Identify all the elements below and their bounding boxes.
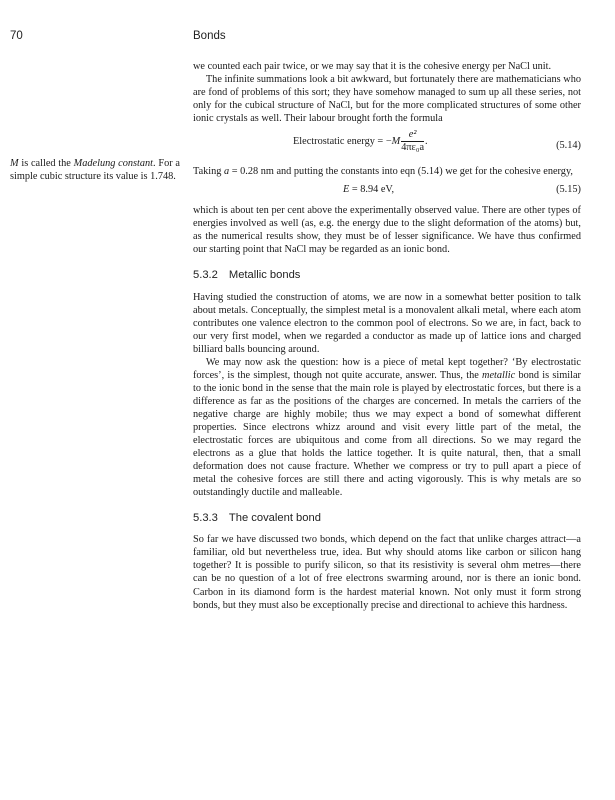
section-title: Metallic bonds xyxy=(228,269,301,282)
paragraph-ten-per-cent: which is about ten per cent above the experimentally observed value. There are other types of energies involved as well (as, e.g. the energy due to the slight deformation of the atoms) but, as the numerical results show, they must be of lesser significance. We have thus confirmed our starting point that NaCl may be regarded as an ionic bond. xyxy=(193,205,581,256)
margin-note-term: Madelung constant xyxy=(73,158,154,169)
section-heading-metallic-bonds xyxy=(193,269,581,282)
page-number: 70 xyxy=(10,30,23,42)
equation-5-14-lhs: Electrostatic energy = − xyxy=(293,136,392,148)
paragraph-taking-a-text-b: = 0.28 nm and putting the constants into eqn (5.14) we get for the cohesive energy, xyxy=(229,166,573,178)
paragraph-metallic-bond xyxy=(193,356,581,500)
equation-5-15-symbol: E xyxy=(343,184,350,196)
equation-5-15-rhs: = 8.94 eV, xyxy=(349,184,395,196)
section-number: 5.3.2 xyxy=(193,269,218,282)
equation-5-14-tail: . xyxy=(425,136,428,148)
main-text-column xyxy=(193,60,581,612)
equation-5-14-symbol: M xyxy=(391,136,401,148)
paragraph-continuation: we counted each pair twice, or we may say that it is the cohesive energy per NaCl unit. xyxy=(193,61,552,72)
paragraph-metallic-bond-text-a: We may now ask the question: how is a piece of metal kept together? ‘By electrostatic forces’, is the simplest, though not quite accurate, answer. Thus, the xyxy=(193,356,581,381)
margin-note-symbol: M xyxy=(10,158,19,169)
equation-5-14-body xyxy=(293,129,428,154)
section-number: 5.3.3 xyxy=(193,512,218,525)
equation-5-14 xyxy=(193,129,581,159)
equation-5-15-number: (5.15) xyxy=(556,184,581,196)
equation-5-14-fraction xyxy=(401,129,424,154)
paragraph-taking-a-var: a xyxy=(224,166,230,178)
margin-note xyxy=(10,157,180,183)
equation-5-14-number: (5.14) xyxy=(556,140,581,152)
paragraph-metals-intro: Having studied the construction of atoms, we are now in a somewhat better position to talk about metals. Conceptually, the simplest metal is a monovalent alkali metal, where each atom contributes one valence electron to the common pool of electrons. So we are, in fact, back to our very first model, when we regarded a conductor as made up of lattice ions and charged billiard balls bouncing around. xyxy=(193,291,581,355)
paragraph-covalent-intro: So far we have discussed two bonds, which depend on the fact that unlike charges attract—a familiar, old but nevertheless true, idea. But why should atoms like carbon or silicon hang together? It is possible to purify silicon, so that its resistivity is several ohm metres—there can be no question of a lot of free electrons swarming around, nor is there an ionic bond. Carbon in its diamond form is the hardest material known. Not only must it form strong bonds, but they must also be exceptionally precise and directional to achieve this hardness. xyxy=(193,534,581,611)
equation-5-15-body xyxy=(343,183,394,196)
section-title: The covalent bond xyxy=(228,512,321,525)
margin-note-text-b: . For a simple cubic structure its value is 1.748. xyxy=(10,158,181,182)
equation-5-14-numerator: e² xyxy=(401,129,424,142)
equation-5-14-denominator: 4πε₀a xyxy=(401,142,425,154)
paragraph-metallic-bond-text-b: bond is similar to the ionic bond in the sense that the main role is played by electrostatic forces, but there is a difference as far as the positions of the charges are concerned. In metals the carriers of the negative charge are highly mobile; thus we may expect a bond of somewhat different properties. Since electrons whizz around and visit every little part of the metal, the electrostatic forces are ubiquitous and come from all directions. So we may regard the electrons as a glue that holds the lattice together. It is quite natural, then, that a small deformation does not cause fracture. Whether we compress or try to pull apart a piece of metal the cohesive forces are still there and acting vigorously. This is why metals are so outstandingly ductile and malleable. xyxy=(193,369,581,499)
running-head-title: Bonds xyxy=(193,30,226,42)
margin-note-text-a: is called the xyxy=(18,158,74,169)
paragraph-summations: The infinite summations look a bit awkward, but fortunately there are mathematicians who are fond of problems of this sort; they have somehow managed to sum up all these series, not only for the cubical structure of NaCl, but for the more complicated structures of some other ionic crystals as well. Their labour brought forth the formula xyxy=(193,74,581,125)
section-heading-covalent-bond xyxy=(193,512,581,525)
paragraph-taking-a xyxy=(193,165,581,178)
paragraph-taking-a-text-a: Taking xyxy=(193,166,225,178)
equation-5-15 xyxy=(193,183,581,199)
paragraph-metallic-bond-emphasis: metallic xyxy=(482,369,516,381)
